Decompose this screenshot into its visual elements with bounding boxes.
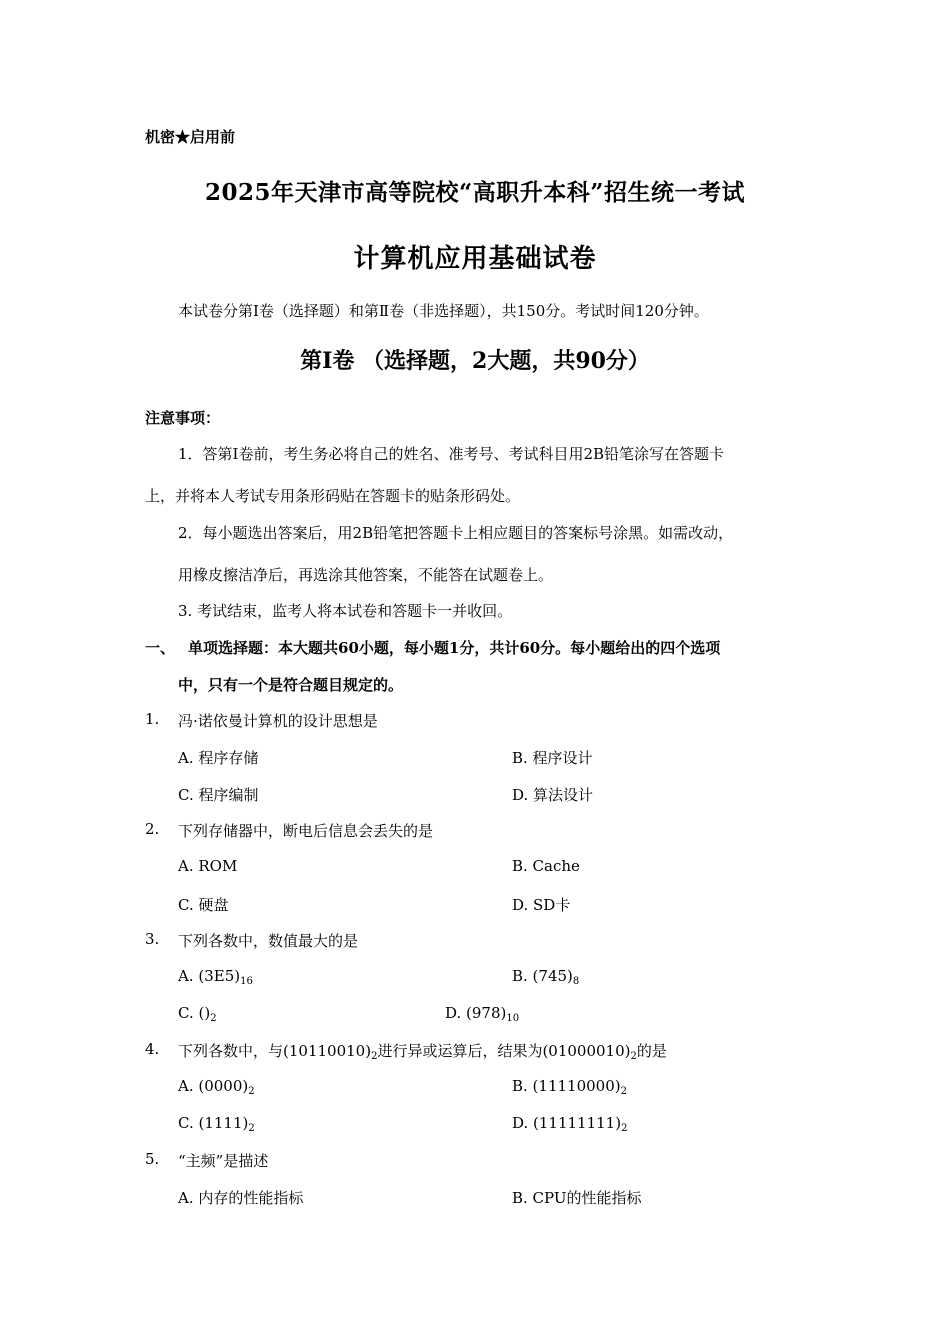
question-text: 冯·诺依曼计算机的设计思想是 xyxy=(178,712,378,730)
section-number: 一、 xyxy=(145,639,176,657)
section-heading-line-1: 单项选择题：本大题共60小题，每小题1分，共计60分。每小题给出的四个选项 xyxy=(188,639,721,657)
option-d: D. 算法设计 xyxy=(512,786,594,804)
option-b: B. $(745)_8$ xyxy=(512,967,580,987)
question-text: 下列存储器中，断电后信息会丢失的是 xyxy=(178,822,434,840)
option-c: C. $(1111)_2$ xyxy=(178,1114,255,1134)
notes-heading: 注意事项： xyxy=(145,409,221,427)
base-subscript: 2 xyxy=(620,1086,627,1097)
question-number: 2. xyxy=(145,820,160,838)
option-c: C. $()_2$ xyxy=(178,1004,217,1024)
section-heading-line-2: 中，只有一个是符合题目规定的。 xyxy=(178,676,404,694)
base-subscript: 2 xyxy=(248,1123,255,1134)
question-number: 3. xyxy=(145,930,160,948)
base-subscript: 2 xyxy=(621,1123,628,1134)
question-number: 5. xyxy=(145,1150,160,1168)
option-a: A. 内存的性能指标 xyxy=(178,1189,304,1207)
part-title: 第Ⅰ卷 （选择题，2大题，共90分） xyxy=(300,348,650,374)
option-d: D. $(11111111)_2$ xyxy=(512,1114,628,1134)
exam-intro: 本试卷分第Ⅰ卷（选择题）和第Ⅱ卷（非选择题），共150分。考试时间120分钟。 xyxy=(178,302,709,320)
option-c: C. 硬盘 xyxy=(178,896,229,914)
base-subscript: 2 xyxy=(248,1086,255,1097)
base-subscript: 2 xyxy=(210,1013,217,1024)
option-b: B. 程序设计 xyxy=(512,749,593,767)
option-a: A. ROM xyxy=(178,857,238,875)
question-text: “主频”是描述 xyxy=(178,1152,269,1170)
confidential-label: 机密★启用前 xyxy=(145,128,236,146)
question-number: 1. xyxy=(145,710,160,728)
option-d: D. $(978)_{10}$ xyxy=(445,1004,520,1024)
question-text: 下列各数中，与$(10110010)_2$进行异或运算后，结果为$(01000010)_2$的是 xyxy=(178,1042,667,1062)
option-b: B. $(11110000)_2$ xyxy=(512,1077,627,1097)
note-1-line-1: 1．答第Ⅰ卷前，考生务必将自己的姓名、准考号、考试科目用2B铅笔涂写在答题卡 xyxy=(178,445,725,463)
subject-title: 计算机应用基础试卷 xyxy=(353,244,597,274)
option-a: A. $(3E5)_{16}$ xyxy=(178,967,253,987)
note-2-line-1: 2．每小题选出答案后，用2B铅笔把答题卡上相应题目的答案标号涂黑。如需改动， xyxy=(178,524,734,542)
question-text: 下列各数中，数值最大的是 xyxy=(178,932,359,950)
option-b: B. CPU的性能指标 xyxy=(512,1189,642,1207)
base-subscript: 8 xyxy=(572,976,580,987)
option-a: A. $(0000)_2$ xyxy=(178,1077,255,1097)
note-3: 3. 考试结束，监考人将本试卷和答题卡一并收回。 xyxy=(178,602,513,620)
option-b: B. Cache xyxy=(512,857,580,875)
option-c: C. 程序编制 xyxy=(178,786,259,804)
question-number: 4. xyxy=(145,1040,160,1058)
option-a: A. 程序存储 xyxy=(178,749,259,767)
base-subscript: 10 xyxy=(506,1013,520,1024)
note-1-line-2: 上，并将本人考试专用条形码贴在答题卡的贴条形码处。 xyxy=(145,487,521,505)
base-subscript: 16 xyxy=(240,976,253,987)
exam-title: 2025年天津市高等院校“高职升本科”招生统一考试 xyxy=(205,179,745,206)
note-2-line-2: 用橡皮擦洁净后，再选涂其他答案，不能答在试题卷上。 xyxy=(178,566,554,584)
option-d: D. SD卡 xyxy=(512,896,571,914)
